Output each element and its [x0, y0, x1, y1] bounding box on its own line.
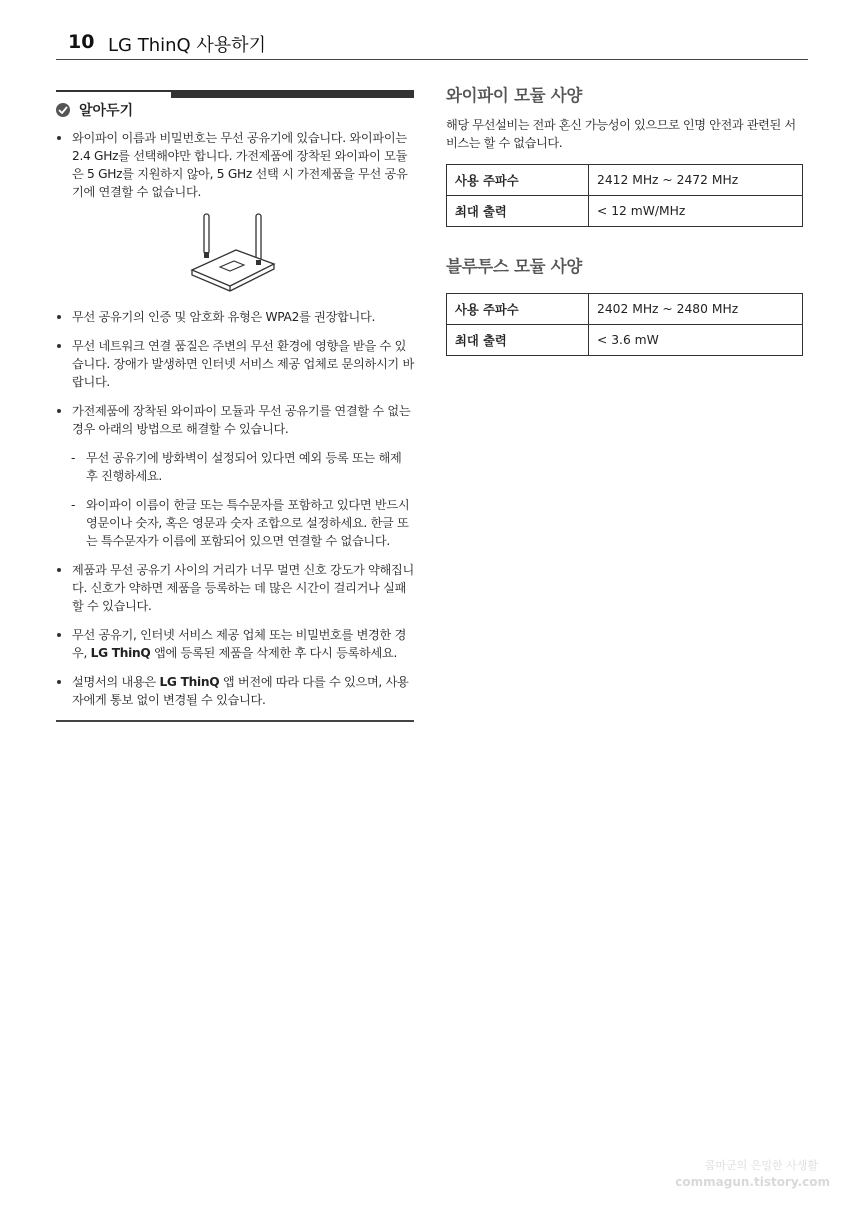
page-title: LG ThinQ 사용하기 — [108, 35, 266, 56]
table-row — [447, 165, 803, 196]
table-value: < 3.6 mW — [589, 325, 803, 356]
spec-column — [446, 82, 803, 382]
note-top-rule — [56, 88, 414, 104]
page-header — [68, 28, 808, 60]
table-key: 사용 주파수 — [447, 294, 589, 325]
watermark-line1: 콤마군의 은밀한 사생활 — [704, 1159, 818, 1172]
note-list — [56, 129, 414, 201]
table-value: 2412 MHz ~ 2472 MHz — [589, 165, 803, 196]
sub-list — [56, 449, 414, 550]
table-key: 사용 주파수 — [447, 165, 589, 196]
table-key: 최대 출력 — [447, 325, 589, 356]
table-row — [447, 294, 803, 325]
sub-list-item: - 와이파이 이름이 한글 또는 특수문자를 포함하고 있다면 반드시 영문이나 숫자, 혹은 영문과 숫자 조합으로 설정하세요. 한글 또는 특수문자가 이름에 포함되어 있으면 연결할 수 없습니다. — [71, 498, 410, 548]
watermark — [675, 1158, 830, 1190]
table-row — [447, 196, 803, 227]
table-value: < 12 mW/MHz — [589, 196, 803, 227]
list-item: 제품과 무선 공유기 사이의 거리가 너무 멀면 신호 강도가 약해집니다. 신호가 약하면 제품을 등록하는 데 많은 시간이 걸리거나 실패할 수 있습니다. — [56, 561, 414, 615]
wifi-spec-description: 해당 무선설비는 전파 혼신 가능성이 있으므로 인명 안전과 관련된 서비스는 할 수 없습니다. — [446, 118, 796, 150]
watermark-line2: commagun.tistory.com — [675, 1175, 830, 1189]
check-circle-icon — [56, 103, 70, 117]
list-item: 무선 공유기의 인증 및 암호화 유형은 WPA2를 권장합니다. — [56, 308, 414, 326]
note-list-continued — [56, 308, 414, 438]
list-item: 무선 네트워크 연결 품질은 주변의 무선 환경에 영향을 받을 수 있습니다. 장애가 발생하면 인터넷 서비스 제공 업체로 문의하시기 바랍니다. — [56, 337, 414, 391]
table-value: 2402 MHz ~ 2480 MHz — [589, 294, 803, 325]
list-item: 가전제품에 장착된 와이파이 모듈과 무선 공유기를 연결할 수 없는 경우 아래의 방법으로 해결할 수 있습니다. — [56, 402, 414, 438]
wifi-spec-title: 와이파이 모듈 사양 — [446, 86, 583, 105]
list-item: 와이파이 이름과 비밀번호는 무선 공유기에 있습니다. 와이파이는 2.4 GHz를 선택해야만 합니다. 가전제품에 장착된 와이파이 모듈은 5 GHz를 지원하지 않아, 5 GHz 선택 시 가전제품을 무선 공유기에 연결할 수 없습니다. — [56, 129, 414, 201]
note-title: 알아두기 — [79, 103, 134, 119]
header-rule — [56, 59, 808, 61]
wifi-router-illustration — [186, 212, 286, 294]
page-number: 10 — [68, 31, 95, 53]
sub-list-item: - 무선 공유기에 방화벽이 설정되어 있다면 예외 등록 또는 해제 후 진행하세요. — [71, 451, 402, 483]
wifi-spec-table — [446, 164, 803, 227]
bluetooth-spec-table — [446, 293, 803, 356]
table-key: 최대 출력 — [447, 196, 589, 227]
list-item: 설명서의 내용은 LG ThinQ 앱 버전에 따라 다를 수 있으며, 사용자에게 통보 없이 변경될 수 있습니다. — [56, 673, 414, 709]
note-box — [56, 88, 414, 722]
bluetooth-spec-title: 블루투스 모듈 사양 — [446, 257, 583, 276]
note-list-tail — [56, 561, 414, 709]
note-bottom-rule — [56, 720, 414, 722]
table-row — [447, 325, 803, 356]
list-item: 무선 공유기, 인터넷 서비스 제공 업체 또는 비밀번호를 변경한 경우, LG ThinQ 앱에 등록된 제품을 삭제한 후 다시 등록하세요. — [56, 626, 414, 662]
